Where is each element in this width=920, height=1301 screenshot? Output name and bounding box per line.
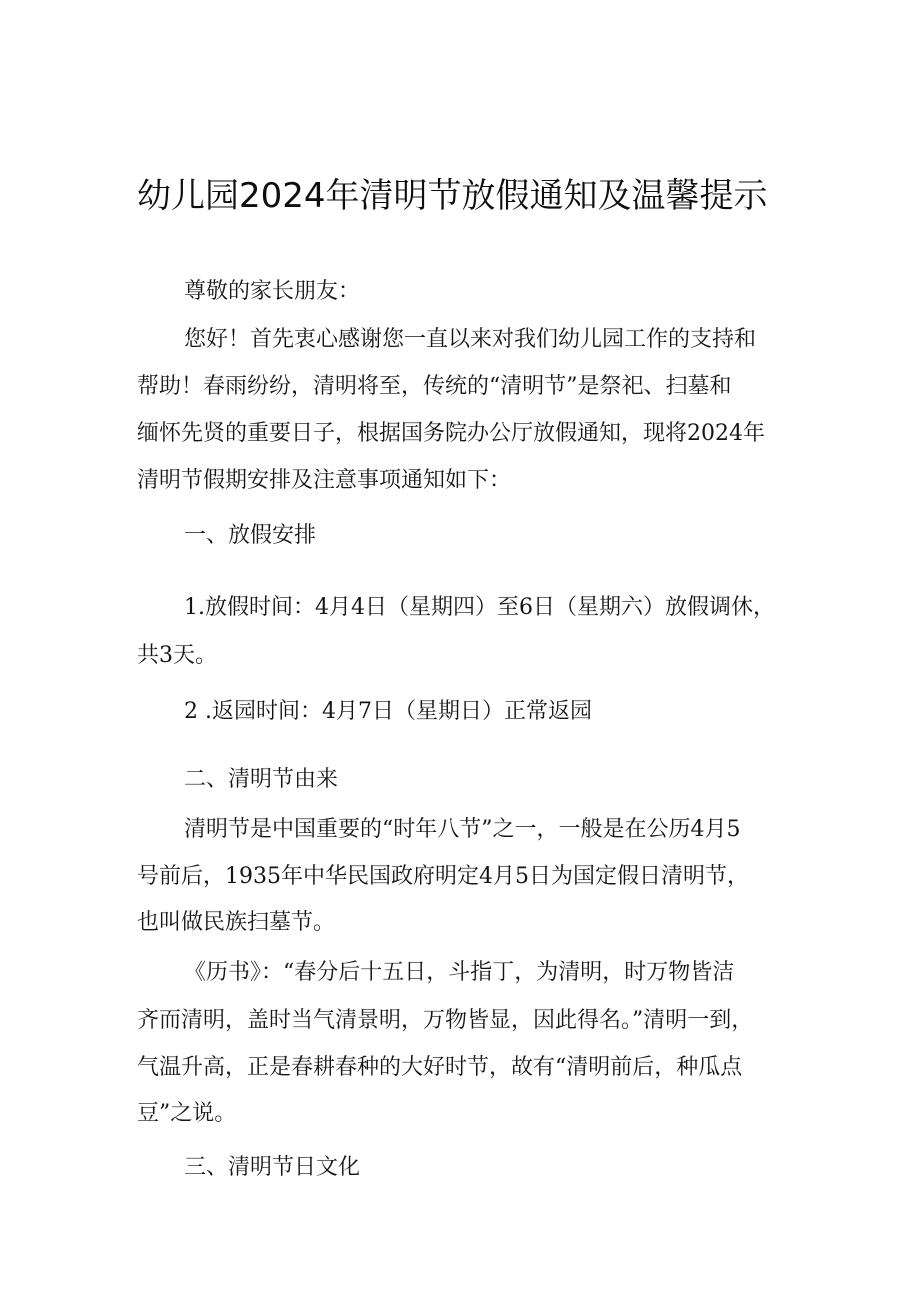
holiday-time-line: 共3天。 <box>137 643 217 668</box>
origin-line: 也叫做民族扫墓节。 <box>137 910 336 935</box>
document-title: 幼儿园2024年清明节放假通知及温馨提示 <box>137 176 768 216</box>
calendar-quote-line: 《历书》：“春分后十五日，斗指丁，为清明，时万物皆洁 <box>184 960 735 985</box>
salutation: 尊敬的家长朋友： <box>184 279 361 304</box>
holiday-time-line: 1.放假时间：4月4日（星期四）至6日（星期六）放假调休， <box>184 595 775 620</box>
origin-line: 清明节是中国重要的“时年八节”之一，一般是在公历4月5 <box>184 817 741 842</box>
section-heading-culture: 三、清明节日文化 <box>184 1155 361 1180</box>
return-time-line: 2 .返园时间：4月7日（星期日）正常返园 <box>184 699 592 724</box>
calendar-quote-line: 豆”之说。 <box>137 1101 237 1126</box>
intro-line: 帮助！春雨纷纷，清明将至，传统的“清明节”是祭祀、扫墓和 <box>137 374 732 399</box>
origin-line: 号前后，1935年中华民国政府明定4月5日为国定假日清明节， <box>137 864 749 889</box>
calendar-quote-line: 气温升高，正是春耕春种的大好时节，故有“清明前后，种瓜点 <box>137 1055 743 1080</box>
section-heading-origin: 二、清明节由来 <box>184 767 339 792</box>
section-heading-holiday: 一、放假安排 <box>184 523 317 548</box>
intro-line: 您好！首先衷心感谢您一直以来对我们幼儿园工作的支持和 <box>184 327 757 352</box>
intro-line: 缅怀先贤的重要日子，根据国务院办公厅放假通知，现将2024年 <box>137 421 765 446</box>
calendar-quote-line: 齐而清明，盖时当气清景明，万物皆显，因此得名。”清明一到， <box>137 1008 754 1033</box>
intro-line: 清明节假期安排及注意事项通知如下： <box>137 468 512 493</box>
